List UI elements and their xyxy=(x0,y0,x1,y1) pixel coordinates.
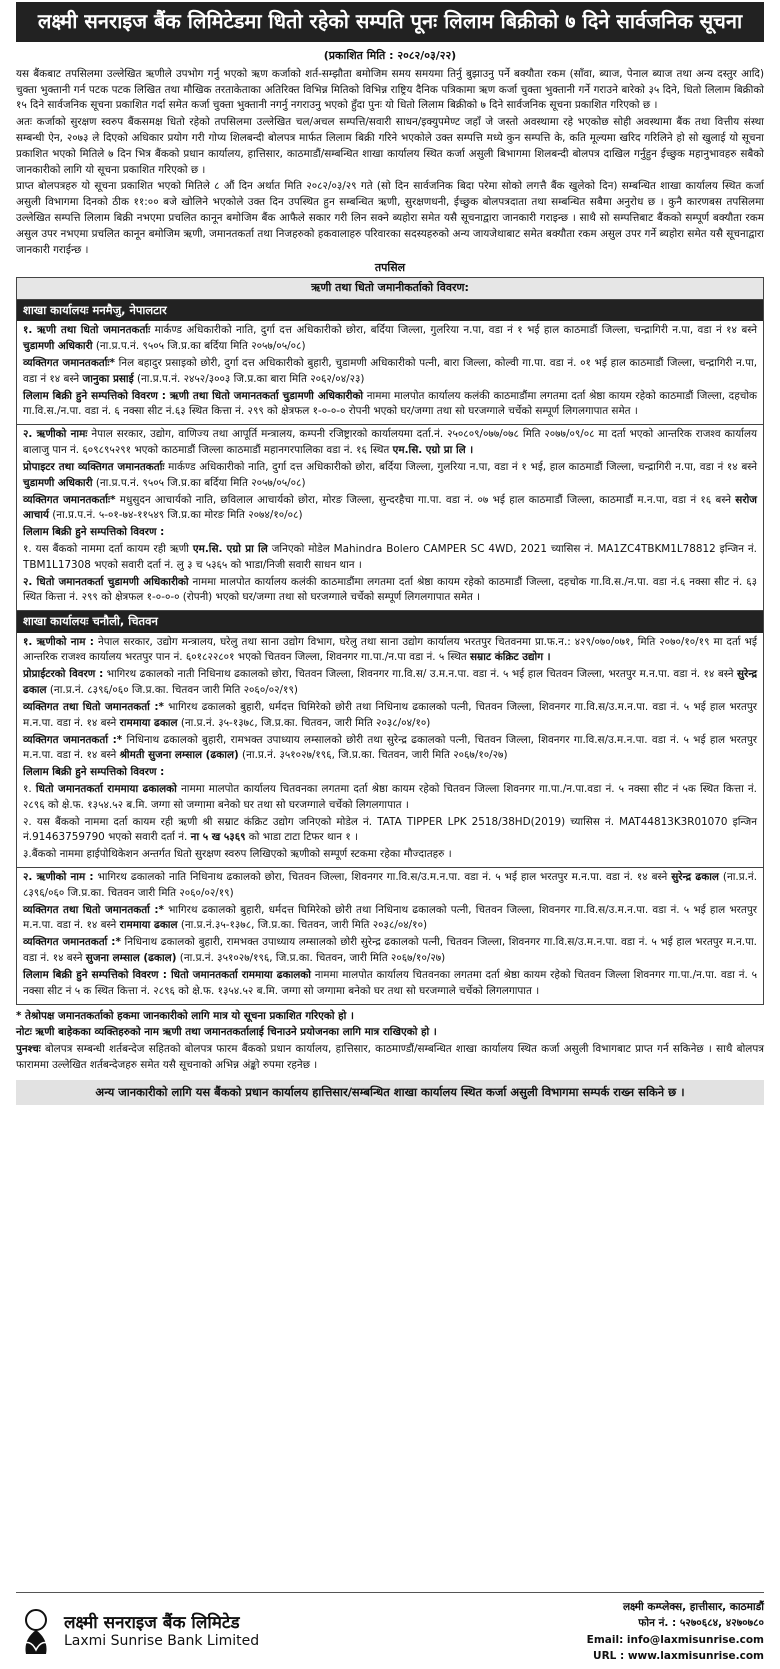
detail-highlight: ना ५ ख ५३६९ xyxy=(190,831,246,844)
detail-line xyxy=(23,700,757,732)
detail-text: (ना.प्र.नं. ८३९६/०६० जि.प्र.का. चितवन जारी मिति २०६०/०२/१९) xyxy=(46,684,298,697)
detail-line xyxy=(23,635,757,667)
detail-label: व्यक्तिगत तथा धितो जमानतकर्ता :* xyxy=(23,700,164,713)
note-label: पुनश्चः xyxy=(16,1043,41,1056)
phone-line: फोन नं. : ५२७०६८४, ४२७०७८० xyxy=(638,1617,764,1630)
intro-paragraph: प्राप्त बोलपत्रहरु यो सूचना प्रकाशित भएको मितिले ८ औं दिन अर्थात मिति २०८२/०३/२९ गते (सो दिन सार्वजनिक बिदा परेमा सोको लगत्तै बैंक खुलेको दिन) सम्बन्धित शाखा कार्यालय स्थित कर्जा असुली विभागमा दिनको ठीक ११:०० बजे खोलिने भएकोले उक्त दिन उपस्थित हुन सम्बन्धित ऋणी, सुरक्षणधनी, ईच्छुक बोलपत्रदाता तथा सम्बन्धित सबैमा अनुरोध छ । कुनै कारणबस तपसिलमा उल्लेखित सम्पत्ति लिलाम बिक्री नभएमा प्रचलित कानून बमोजिम बैंक आफैले सकार गरी लिन सक्ने ब्यहोरा समेत यसै सूचनाद्वारा जानकारी गराइन्छ । साथै सो सम्पत्तिबाट बैंकको सम्पूर्ण बक्यौता रकम असुल उपर नभएमा प्रचलित कानून बमोजिम ऋणी, जमानतकर्ता तथा निजहरुको हकवालाहरु परिवारका सदस्यहरुको अन्य जायजेथाबाट समेत बक्यौता रकम असुल उपर गर्ने ब्यहोरा समेत यसै सूचनाद्वारा जानकारी गराईन्छ । xyxy=(16,180,764,256)
note-line xyxy=(16,1009,764,1025)
borrower-block xyxy=(17,868,763,1004)
detail-label: व्यक्तिगत जमानतकर्ता :* xyxy=(23,936,121,949)
detail-line xyxy=(23,733,757,765)
borrower-block xyxy=(17,425,763,611)
notes-section xyxy=(16,1009,764,1074)
branch-heading: शाखा कार्यालयः मनमैजु, नेपालटार xyxy=(17,300,763,321)
detail-line xyxy=(23,815,757,847)
detail-line xyxy=(23,389,757,421)
detail-line xyxy=(23,323,757,355)
branches-container xyxy=(17,300,763,1004)
bank-address xyxy=(587,1599,764,1664)
detail-text: (ना.प्र.नं.३५-१३७८, जि.प्र.का. चितवन, जारी मिति २०३८/०४/१०) xyxy=(177,919,428,932)
detail-text: नाममा मालपोत कार्यालय कलंकी काठमाडौंमा लगतमा दर्ता श्रेष्ठा कायम रहेको काठमाडौं जिल्ला, दहचोक गा.वि.स./न.पा. वडा नं.६ नक्सा सीट नं. ६३ स्थित कित्ता नं. २९९ को क्षेत्रफल १-०-०-० (रोपनी) भएको घर/जग्गा तथा सो घरजग्गाले चर्चेको सम्पूर्ण लिगलगापात समेत । xyxy=(23,575,757,604)
detail-label: प्रोप्राईटरको विवरण : xyxy=(23,668,104,681)
detail-text: (ना.प्र.प.नं. ५-०१-७४-११५४९ जि.प्र.का मोरङ मिति २०७४/१०/०८) xyxy=(48,509,303,522)
detail-line xyxy=(23,847,757,863)
detail-text: ३.बैंकको नाममा हाईपोथिकेशन अन्तर्गत धितो सुरक्षण स्वरुप लिखिएको ऋणीको सम्पूर्ण स्टकमा रहेका मौज्दातहरु । xyxy=(23,848,452,861)
detail-text: (ना.प्र.नं. ८३९६/०६० जि.प्र.का. चितवन जारी मिति २०६०/०२/१९) xyxy=(23,871,757,899)
notice-title: लक्ष्मी सनराइज बैंक लिमिटेडमा धितो रहेको सम्पति पूनः लिलाम बिक्रीको ७ दिने सार्वजनिक सूचना xyxy=(16,2,764,42)
detail-text: भागिरथ ढकालको बुहारी, धर्मदत्त घिमिरेको छोरी तथा निधिनाथ ढकालको पत्नी, चितवन जिल्ला, शिवनगर गा.वि.स/उ.म.न.पा. वडा नं. ५ भई हाल भरतपुर म.न.पा. वडा नं. १४ बस्ने xyxy=(23,700,757,729)
detail-highlight: एम.सि. एग्रो प्रा लि । xyxy=(392,444,474,457)
detail-line xyxy=(23,575,757,607)
detail-text: निधिनाथ ढकालको बुहारी, रामभक्त उपाध्याय लम्सालको छोरी सुरेन्द्र ढकालको पत्नी, चितवन जिल्ला, शिवनगर गा.वि.स/उ.म.न.पा. वडा नं. ५ भई हाल भरतपुर म.न.पा. वडा नं. १४ बस्ने xyxy=(23,936,757,965)
detail-text: (ना.प्र.प.नं. ९५०५ जि.प्र.का बर्दिया मिति २०५७/०५/०८) xyxy=(92,340,306,353)
detail-label: व्यक्तिगत जमानतकर्ताः* xyxy=(23,493,116,506)
detail-text: (ना.प्र.नं. ३५-१३७८, जि.प्र.का. चितवन, जारी मिति २०३८/०४/१०) xyxy=(177,716,431,729)
detail-label: १. ऋणीको नाम : xyxy=(23,635,94,648)
detail-text: निल बहादुर प्रसाइको छोरी, दुर्गा दत्त अधिकारीको बुहारी, चुडामणी अधिकारीको पत्नी, बारा जिल्ला, कोल्वी गा.पा. वडा नं. ०१ भई हाल काठमाडौं जिल्ला, चन्द्रागिरी न.पा, वडा नं १४ बस्ने xyxy=(23,357,757,385)
website-link[interactable]: URL : www.laxmisunrise.com xyxy=(593,1649,764,1662)
email-link[interactable]: Email: info@laxmisunrise.com xyxy=(586,1633,764,1646)
detail-line xyxy=(23,903,757,935)
detail-text: निधिनाथ ढकालको बुहारी, रामभक्त उपाध्याय लम्सालको छोरी तथा सुरेन्द्र ढकालको पत्नी, चितवन जिल्ला, शिवनगर गा.वि.स/उ.म.न.पा. वडा नं. ५ भई हाल भरतपुर म.न.पा. वडा नं. १४ बस्ने xyxy=(23,733,757,762)
detail-text: २. यस बैंकको नाममा दर्ता कायम रही ऋणी श्री सम्राट कंक्रिट उद्योग जनिएको मोडेल नं. TATA TIPPER LPK 2518/38HD(2019) च्यासिस नं. MAT44813K3R01070 इन्जिन नं.91463759790 भएको सवारी दर्ता नं. xyxy=(23,815,757,844)
detail-highlight: सुरेन्द्र ढकाल xyxy=(671,871,719,884)
detail-text: भागिरथ ढकालको नाति निधिनाथ ढकालको छोरा, चितवन जिल्ला, शिवनगर गा.वि.स/उ.म.न.पा. वडा नं. ५ भई हाल भरतपुर म.न.पा. वडा नं. १४ बस्ने xyxy=(93,871,672,884)
branch-heading: शाखा कार्यालयः चनौली, चितवन xyxy=(17,611,763,632)
detail-text: १. xyxy=(23,782,36,795)
detail-label: १. ऋणी तथा धितो जमानतकर्ताः xyxy=(23,324,151,337)
detail-highlight: श्रीमती सुजना लम्साल (ढकाल) xyxy=(119,749,239,762)
detail-highlight: सम्राट कंक्रिट उद्योग । xyxy=(470,651,551,664)
detail-label: २. धितो जमानतकर्ता चुडामणी अधिकारीको xyxy=(23,575,189,588)
detail-line xyxy=(23,460,757,492)
lotus-logo-icon xyxy=(16,1606,56,1658)
detail-line xyxy=(23,542,757,574)
detail-line xyxy=(23,356,757,388)
detail-text: (ना.प्र.प.नं. २४५२/३००३ जि.प्र.का बारा मिति २०६२/०४/२३) xyxy=(133,372,365,385)
detail-text: १. यस बैंकको नाममा दर्ता कायम रही ऋणी xyxy=(23,542,193,555)
detail-line xyxy=(23,935,757,967)
detail-label: व्यक्तिगत जमानतकर्ताः* xyxy=(23,357,115,369)
detail-highlight: राममाया ढकाल xyxy=(119,716,178,729)
intro-section xyxy=(16,67,764,259)
detail-line xyxy=(23,667,757,699)
note-line xyxy=(16,1042,764,1074)
detail-label: लिलाम बिक्री हुने सम्पत्तिको विवरण : धितो जमानतकर्ता राममाया ढकालको xyxy=(23,968,311,981)
detail-text: मधुसुदन आचार्यको नाति, छविलाल आचार्यको छोरा, मोरङ जिल्ला, सुन्दरहैचा गा.पा. वडा नं. ०७ भई हाल काठमाडौं जिल्ला, काठमाडौं म.न.पा, वडा नं १६ बस्ने xyxy=(115,493,736,506)
detail-text: मार्कण्ड अधिकारीको नाति, दुर्गा दत्त अधिकारीको छोरा, बर्दिया जिल्ला, गुलरिया न.पा, वडा नं १ भई, हाल काठमाडौं जिल्ला, चन्द्रागिरी न.पा, वडा नं १४ बस्ने xyxy=(164,460,757,473)
detail-line xyxy=(23,968,757,1000)
detail-text: को भाडा टाटा टिफर थान १ । xyxy=(245,831,359,844)
intro-paragraph: यस बैंकबाट तपसिलमा उल्लेखित ऋणीले उपभोग गर्नु भएको ऋण कर्जाको शर्त-सम्झौता बमोजिम समय समयमा तिर्नु बुझाउनु पर्ने बक्यौता रकम (साँवा, ब्याज, पेनाल ब्याज तथा अन्य दस्तुर आदि) चुक्ता भुक्तानी गर्न पटक पटक लिखित तथा मौखिक तरताकेताका अतिरिक्त विभिन्न मितिको विभिन्न राष्ट्रिय दैनिक पत्रिकामा ऋण कर्जा चुक्ता भुक्तानी गर्ने गराउने बारेको ३५ दिने, धितो लिलाम बिक्रीको १५ दिने सार्वजनिक सूचना प्रकाशित गर्दा समेत कर्जा चुक्ता भुक्तानी नगर्नु नगराउनु भएको हुँदा पुनः यो धितो लिलाम बिक्रीको ७ दिने सार्वजनिक सूचना प्रकाशित गरिएको छ । xyxy=(16,67,764,112)
detail-line xyxy=(23,427,757,459)
detail-label: प्रोपाइटर तथा व्यक्तिगत जमानतकर्ताः xyxy=(23,460,165,473)
detail-highlight: चुडामणी अधिकारी xyxy=(23,340,93,353)
footer xyxy=(16,1592,764,1664)
detail-highlight: धितो जमानतकर्ता राममाया ढकालको xyxy=(35,782,177,795)
detail-text: नेपाल सरकार, उद्योग मन्त्रालय, घरेलु तथा साना उद्योग विभाग, घरेलु तथा साना उद्योग कार्यालय भरतपुर चितवनमा प्रा.फ.न.: ४२९/०७०/०७१, मिति २०७०/१०/१९ मा दर्ता भई आन्तरिक राजश्व कार्यालय भरतपुर पान नं. ६०१८२२८०१ भएको चितवन जिल्ला, शिवनगर गा.पा./न.पा वडा नं. ५ स्थित xyxy=(23,635,757,664)
detail-highlight: सुरेन्द्र ढकाल xyxy=(23,668,757,697)
note-line xyxy=(16,1025,764,1041)
detail-text: भागिरथ ढकालको नाती निधिनाथ ढकालको छोरा, चितवन जिल्ला, शिवनगर गा.वि.स/ उ.म.न.पा. वडा नं. ५ भई हाल चितवन जिल्ला, भरतपुर म.न.पा. वडा नं. १४ बस्ने xyxy=(103,668,737,681)
detail-highlight: चुडामणी अधिकारी xyxy=(23,476,93,489)
detail-text: भागिरथ ढकालको बुहारी, धर्मदत्त घिमिरेको छोरी तथा निधिनाथ ढकालको पत्नी, चितवन जिल्ला, शिवनगर गा.वि.स/उ.म.न.पा. वडा नं. ५ भई हाल भरतपुर म.न.पा. वडा नं. १४ बस्ने xyxy=(23,903,757,932)
contact-bar: अन्य जानकारीको लागि यस बैंकको प्रधान कार्यालय हात्तिसार/सम्बन्धित शाखा कार्यालय स्थित कर्जा असुली विभागमा सम्पर्क राख्न सकिने छ । xyxy=(16,1080,764,1105)
detail-text: मार्कण्ड अधिकारीको नाति, दुर्गा दत्त अधिकारीको छोरा, बर्दिया जिल्ला, गुलरिया न.पा, वडा नं १ भई हाल काठमाडौं जिल्ला, चन्द्रागिरी न.पा, वडा नं १४ बस्ने xyxy=(150,324,757,337)
detail-label: २. ऋणीको नामः xyxy=(23,428,88,441)
detail-text: (ना.प्र.नं. ३५१०२७/१९६, जि.प्र.का. चितवन, जारी मिति २०६७/१०/२७) xyxy=(176,952,446,965)
detail-label: लिलाम बिक्री हुने सम्पत्तिको विवरण : xyxy=(23,766,165,779)
intro-paragraph: अतः कर्जाको सुरक्षण स्वरुप बैंकसमक्ष धितो रहेको तपसिलमा उल्लेखित चल/अचल सम्पत्ति/सवारी साधन/इक्युपमेण्ट जहाँ जे जस्तो अवस्थामा रहे भएकोछ सोही अवस्थामा बैंक तथा वित्तीय संस्था सम्बन्धी ऐन, २०७३ ले दिएको अधिकार प्रयोग गरी गोप्य शिलबन्दी बोलपत्र मार्फत लिलाम बिक्री गरिने भएकोले उक्त सम्पत्ति मध्ये कुन सम्पत्ति के, कति मूल्यमा खरिद गरिलिने हो सो खुलाई यो सूचना प्रकाशित भएको मितिले ७ दिन भित्र बैंकको प्रधान कार्यालय, हात्तिसार, काठमाडौं/सम्बन्धित शाखा कार्यालय स्थित कर्जा असुली बिभागमा शिलबन्दी बोलपत्र दाखिल गर्नुहुन ईच्छुक महानुभावहरु सबैको जानकारीको लागि यो सूचना प्रकाशित गरिएको छ । xyxy=(16,116,764,176)
detail-text: नाममा मालपोत कार्यालय चितवनका लगतमा दर्ता श्रेष्ठा कायम रहेको चितवन जिल्ला शिवनगर गा.पा./न.पा. वडा नं. ५ नक्सा सीट नं ५ क स्थित कित्ता नं. २८९६ को क्षे.फ. १३५४.५२ ब.मि. जग्गा सो जग्गामा बनेको घर तथा सो घरजग्गाले चर्चेको लिगलगापात । xyxy=(23,968,758,997)
note-label: * तेश्रोपक्ष जमानतकर्ताको हकमा जानकारीको लागि मात्र यो सूचना प्रकाशित गरिएको हो । xyxy=(16,1009,354,1022)
detail-text: नेपाल सरकार, उद्योग, वाणिज्य तथा आपूर्ति मन्त्रालय, कम्पनी रजिष्ट्रारको कार्यालयमा दर्ता.नं. २५०८०९/०७७/०७८ मिति २०७७/०९/०८ मा दर्ता भएको आन्तरिक राजश्व कार्यालय बालाजु पान नं. ६०९८९५२९१ भएको काठमाडौं जिल्ला काठमाडौं महानगरपालिका वडा नं. १६ स्थित xyxy=(23,428,758,457)
detail-label: व्यक्तिगत जमानतकर्ता :* xyxy=(23,733,123,746)
note-text: बोलपत्र सम्बन्धी शर्तबन्देज सहितको बोलपत्र फारम बैंकको प्रधान कार्यालय, हात्तिसार, काठमाण्डौं/सम्बन्धित शाखा कार्यालय स्थित कर्जा असुली विभागबाट प्राप्त गर्न सकिनेछ । साथै बोलपत्र फाराममा उल्लेखित शर्तबन्देजहरु समेत यसै सूचनाको अभिन्न अंङ्को रुपमा रहनेछ । xyxy=(16,1043,764,1071)
details-table xyxy=(16,277,764,1004)
detail-line xyxy=(23,493,757,525)
detail-line xyxy=(23,782,757,814)
detail-highlight: जानुका प्रसाई xyxy=(82,372,134,385)
schedule-label: तपसिल xyxy=(374,261,406,275)
detail-highlight: सरोज आचार्य xyxy=(23,493,757,522)
detail-highlight: राममाया ढकाल xyxy=(119,919,178,932)
detail-highlight: एम.सि. एग्रो प्रा लि xyxy=(192,542,268,555)
borrower-block xyxy=(17,321,763,425)
detail-text: जनिएको मोडेल Mahindra Bolero CAMPER SC 4WD, 2021 च्यासिस नं. MA1ZC4TBKM1L78812 इन्जिन नं. TBM1L17308 भएको सवारी दर्ता नं. लु ३ च ५३६५ को भाडा/निजी सवारी साधन थान । xyxy=(23,542,757,571)
bank-name-english: Laxmi Sunrise Bank Limited xyxy=(64,1633,260,1650)
note-label: नोटः ऋणी बाहेकका व्यक्तिहरुको नाम ऋणी तथा जमानतकर्तालाई चिनाउने प्रयोजनका लागि मात्र राखिएको हो । xyxy=(16,1026,437,1039)
detail-line xyxy=(23,870,757,902)
address-line: लक्ष्मी कम्प्लेक्स, हात्तीसार, काठमाडौं xyxy=(622,1601,764,1613)
detail-label: लिलाम बिक्री हुने सम्पत्तिको विवरण : ऋणी तथा धितो जमानतकर्ता चुडामणी अधिकारीको xyxy=(23,389,364,402)
detail-text: (ना.प्र.नं. ३५१०२७/१९६, जि.प्र.का. चितवन, जारी मिति २०६७/१०/२७) xyxy=(238,749,508,762)
bank-name-nepali: लक्ष्मी सनराइज बैंक लिमिटेड xyxy=(64,1612,240,1633)
detail-text: नाममा मालपोत कार्यालय चितवनका लगतमा दर्ता श्रेष्ठा कायम रहेको चितवन जिल्ला शिवनगर गा.पा./न.पा.वडा नं. ५ नक्सा सीट नं ५क स्थित कित्ता नं. २८९६ को क्षे.फ. १३५४.५२ ब.मि. जग्गा सो जग्गामा बनेको घर तथा सो घरजग्गाले चर्चेको लिगलगापात । xyxy=(23,782,757,811)
bank-logo xyxy=(16,1599,259,1664)
detail-highlight: सुजना लम्साल (ढकाल) xyxy=(85,952,177,965)
detail-label: लिलाम बिक्री हुने सम्पत्तिको विवरण : xyxy=(23,526,165,539)
publish-date: (प्रकाशित मिति : २०८२/०३/२२) xyxy=(323,49,457,62)
detail-text: (ना.प्र.प.नं. ९५०५ जि.प्र.का बर्दिया मिति २०५७/०५/०८) xyxy=(92,476,306,489)
detail-label: २. ऋणीको नाम : xyxy=(23,871,94,884)
detail-label: व्यक्तिगत तथा धितो जमानतकर्ता :* xyxy=(23,903,164,916)
detail-text: नाममा मालपोत कार्यालय कलंकी काठमाडौंमा लगतमा दर्ता श्रेष्ठा कायम रहेको काठमाडौं जिल्ला, दहचोक गा.वि.स./न.पा. वडा नं. ६ नक्सा सीट नं.६३ स्थित कित्ता नं. २९९ को क्षेत्रफल १-०-०-० रोपनी भएको घर/जग्गा तथा सो घरजग्गाले चर्चेको सम्पूर्ण लिगलगापात समेत । xyxy=(23,389,757,418)
detail-line xyxy=(23,525,757,541)
detail-line xyxy=(23,765,757,781)
borrower-block xyxy=(17,633,763,868)
details-table-header: ऋणी तथा धितो जमानीकर्ताको विवरण: xyxy=(17,278,763,300)
